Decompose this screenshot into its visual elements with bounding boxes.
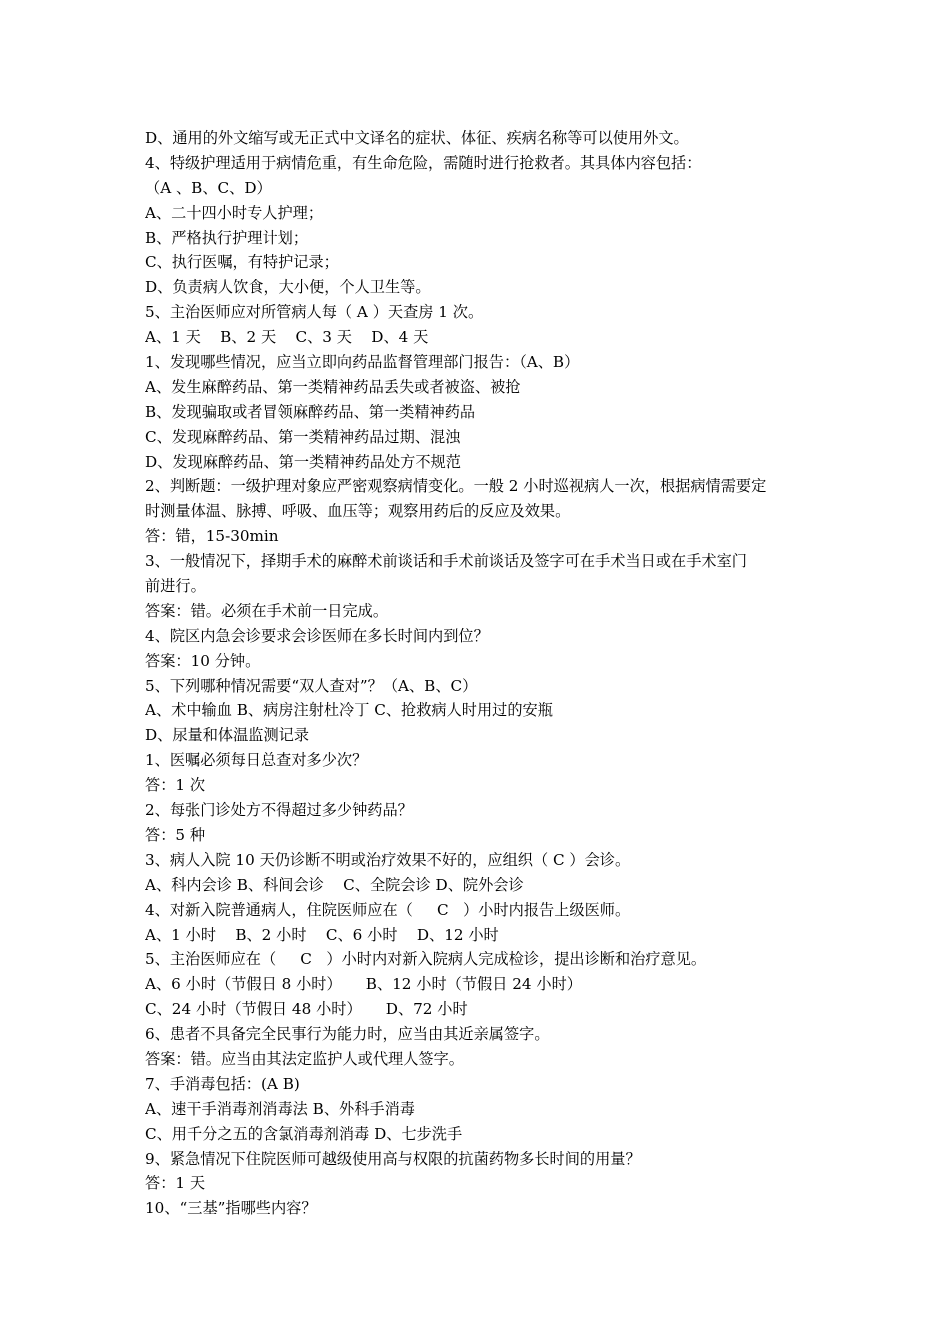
- text-line: 答：5 种: [145, 825, 206, 844]
- text-line: C、用千分之五的含氯消毒剂消毒 D、七步洗手: [145, 1124, 463, 1143]
- document-body: [145, 126, 810, 1221]
- text-line: C、执行医嘱，有特护记录；: [145, 253, 339, 272]
- text-line: 答案：10 分钟。: [145, 651, 261, 670]
- text-line: 4、特级护理适用于病情危重，有生命危险，需随时进行抢救者。其具体内容包括：: [145, 153, 702, 172]
- text-line: 时测量体温、脉搏、呼吸、血压等；观察用药后的反应及效果。: [145, 502, 571, 521]
- text-line: 7、手消毒包括：(A B): [145, 1074, 300, 1093]
- text-line: 答案：错。应当由其法定监护人或代理人签字。: [145, 1049, 464, 1068]
- text-line: A、二十四小时专人护理；: [145, 203, 324, 222]
- text-line: 答：1 次: [145, 776, 206, 795]
- text-line: 6、患者不具备完全民事行为能力时，应当由其近亲属签字。: [145, 1025, 550, 1044]
- text-line: D、负责病人饮食，大小便，个人卫生等。: [145, 278, 431, 297]
- text-line: 5、下列哪种情况需要“双人查对”？（A、B、C）: [145, 676, 478, 695]
- text-line: D、通用的外文缩写或无正式中文译名的症状、体征、疾病名称等可以使用外文。: [145, 129, 689, 147]
- text-line: A、发生麻醉药品、第一类精神药品丢失或者被盗、被抢: [145, 377, 521, 396]
- text-line: 10、“三基”指哪些内容？: [145, 1199, 317, 1218]
- text-line: A、1 天 B、2 天 C、3 天 D、4 天: [145, 328, 429, 347]
- text-line: 4、院区内急会诊要求会诊医师在多长时间内到位？: [145, 626, 489, 645]
- text-line: 答：错，15-30min: [145, 527, 279, 546]
- text-line: 9、紧急情况下住院医师可越级使用高与权限的抗菌药物多长时间的用量？: [145, 1149, 641, 1168]
- text-line: A、1 小时 B、2 小时 C、6 小时 D、12 小时: [145, 925, 499, 944]
- text-line: 1、医嘱必须每日总查对多少次？: [145, 751, 368, 770]
- text-line: 答：1 天: [145, 1174, 206, 1193]
- text-line: （A 、B、C、D）: [145, 178, 272, 197]
- text-line: 3、一般情况下，择期手术的麻醉术前谈话和手术前谈话及签字可在手术当日或在手术室门: [145, 552, 747, 571]
- text-line: 5、主治医师应在（ C ）小时内对新入院病人完成检诊，提出诊断和治疗意见。: [145, 950, 707, 969]
- text-line: A、术中输血 B、病房注射杜冷丁 C、抢救病人时用过的安瓶: [145, 701, 553, 720]
- text-line: 2、每张门诊处方不得超过多少钟药品？: [145, 801, 413, 820]
- text-line: B、严格执行护理计划；: [145, 228, 309, 247]
- text-line: 答案：错。必须在手术前一日完成。: [145, 601, 388, 620]
- text-line: A、速干手消毒剂消毒法 B、外科手消毒: [145, 1099, 415, 1118]
- text-line: 4、对新入院普通病人，住院医师应在（ C ）小时内报告上级医师。: [145, 900, 631, 919]
- text-line: C、24 小时（节假日 48 小时） D、72 小时: [145, 1000, 468, 1019]
- text-line: B、发现骗取或者冒领麻醉药品、第一类精神药品: [145, 402, 476, 421]
- text-line: C、发现麻醉药品、第一类精神药品过期、混浊: [145, 427, 461, 446]
- text-line: 2、判断题：一级护理对象应严密观察病情变化。一般 2 小时巡视病人一次，根据病情需要定: [145, 477, 767, 496]
- text-line: 5、主治医师应对所管病人每（ A ）天查房 1 次。: [145, 303, 484, 322]
- text-line: 3、病人入院 10 天仍诊断不明或治疗效果不好的，应组织（ C ）会诊。: [145, 850, 631, 869]
- text-line: 前进行。: [145, 577, 206, 596]
- text-line: 1、发现哪些情况，应当立即向药品监督管理部门报告：（A、B）: [145, 353, 580, 372]
- text-line: A、科内会诊 B、科间会诊 C、全院会诊 D、院外会诊: [145, 875, 524, 894]
- text-line: A、6 小时（节假日 8 小时） B、12 小时（节假日 24 小时）: [145, 975, 582, 994]
- text-line: D、尿量和体温监测记录: [145, 726, 310, 745]
- text-line: D、发现麻醉药品、第一类精神药品处方不规范: [145, 452, 461, 471]
